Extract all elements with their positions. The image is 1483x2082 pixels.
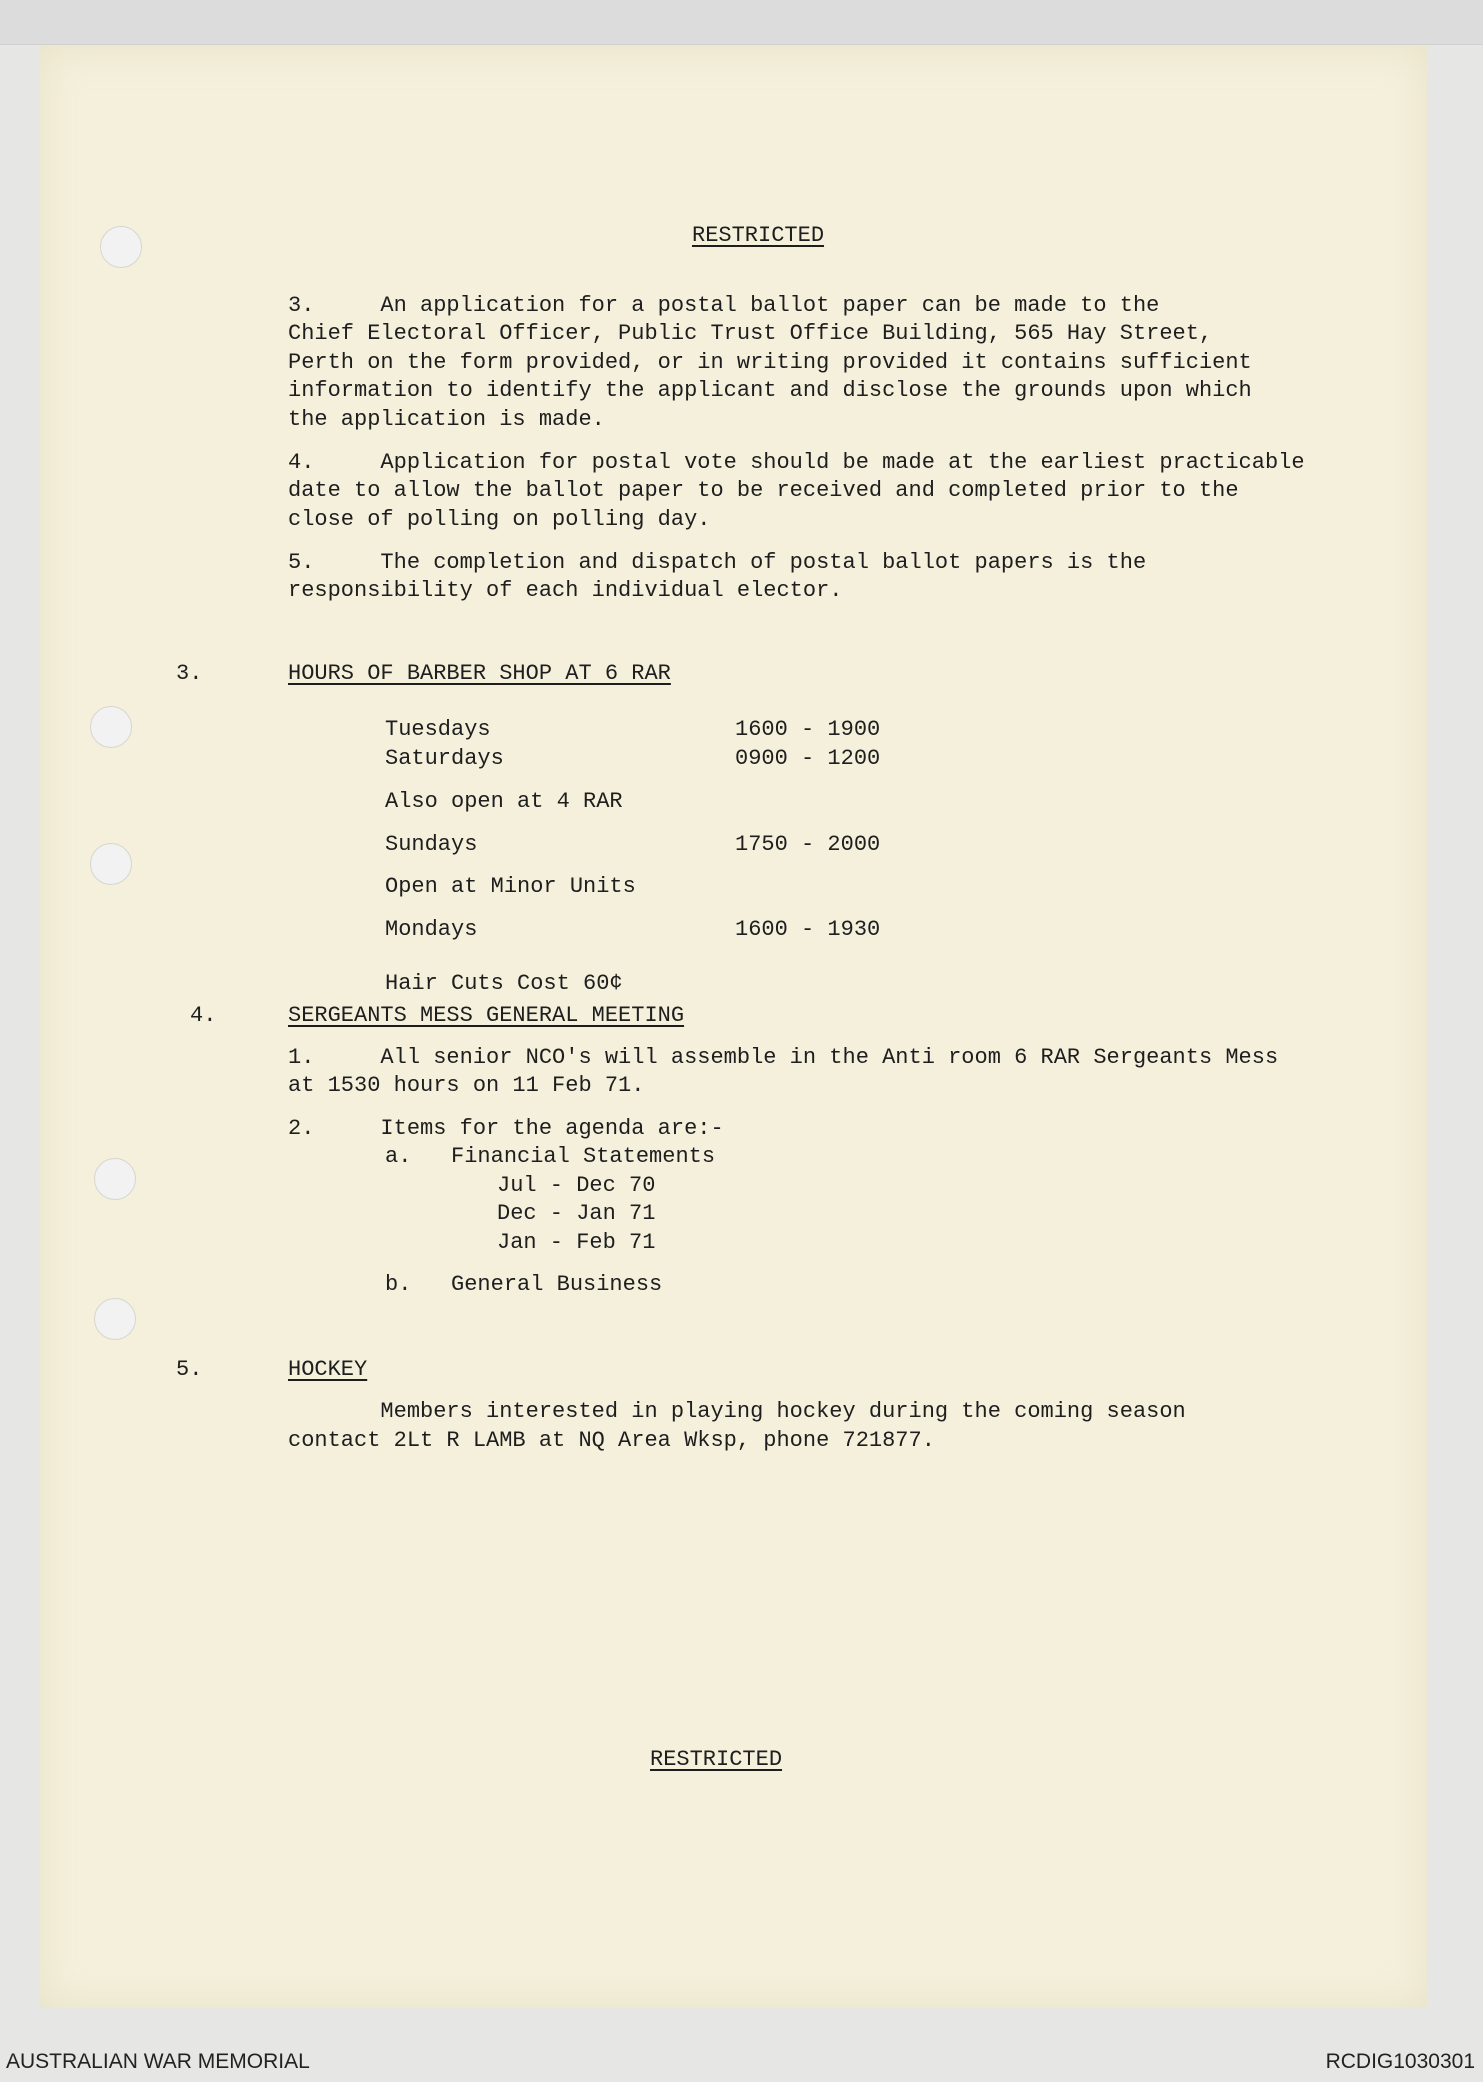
punch-hole xyxy=(100,226,142,268)
para-line: date to allow the ballot paper to be received and completed prior to the xyxy=(288,478,1239,503)
section-number: 4. xyxy=(190,1003,217,1028)
schedule-time: 1750 - 2000 xyxy=(735,832,881,857)
para-line: 5. The completion and dispatch of postal ballot papers is the xyxy=(288,550,1147,575)
agenda-period: Dec - Jan 71 xyxy=(497,1201,656,1226)
schedule-time: 1600 - 1900 xyxy=(735,717,881,742)
archive-reference: RCDIG1030301 xyxy=(1325,2050,1475,2073)
schedule-day: Also open at 4 RAR xyxy=(385,789,623,814)
schedule-day: Tuesdays xyxy=(385,717,491,742)
schedule-day: Mondays xyxy=(385,917,478,942)
para-line: 3. An application for a postal ballot paper can be made to the xyxy=(288,293,1160,318)
para-line: Members interested in playing hockey during the coming season xyxy=(288,1399,1186,1424)
agenda-period: Jul - Dec 70 xyxy=(497,1173,656,1198)
restricted-footer: RESTRICTED xyxy=(650,1747,783,1772)
punch-hole xyxy=(90,843,132,885)
para-line: 1. All senior NCO's will assemble in the Anti room 6 RAR Sergeants Mess xyxy=(288,1045,1279,1070)
section-heading: HOURS OF BARBER SHOP AT 6 RAR xyxy=(288,661,671,686)
agenda-intro: 2. Items for the agenda are:- xyxy=(288,1116,724,1141)
para-line: contact 2Lt R LAMB at NQ Area Wksp, phone 721877. xyxy=(288,1428,935,1453)
section-heading: HOCKEY xyxy=(288,1357,368,1382)
para-line: the application is made. xyxy=(288,407,605,432)
top-bar xyxy=(0,0,1483,45)
haircut-cost: Hair Cuts Cost 60¢ xyxy=(385,971,623,996)
agenda-period: Jan - Feb 71 xyxy=(497,1230,656,1255)
schedule-time: 0900 - 1200 xyxy=(735,746,881,771)
para-line: responsibility of each individual elector. xyxy=(288,578,843,603)
punch-hole xyxy=(90,706,132,748)
para-line: information to identify the applicant and disclose the grounds upon which xyxy=(288,378,1252,403)
para-line: Chief Electoral Officer, Public Trust Office Building, 565 Hay Street, xyxy=(288,321,1213,346)
punch-hole xyxy=(94,1298,136,1340)
restricted-header: RESTRICTED xyxy=(692,223,825,248)
para-line: Perth on the form provided, or in writing provided it contains sufficient xyxy=(288,350,1252,375)
schedule-time: 1600 - 1930 xyxy=(735,917,881,942)
schedule-day: Saturdays xyxy=(385,746,504,771)
agenda-item-b: b. General Business xyxy=(385,1272,663,1297)
para-line: 4. Application for postal vote should be made at the earliest practicable xyxy=(288,450,1305,475)
section-number: 3. xyxy=(176,661,203,686)
para-line: close of polling on polling day. xyxy=(288,507,711,532)
schedule-day: Sundays xyxy=(385,832,478,857)
schedule-day: Open at Minor Units xyxy=(385,874,636,899)
agenda-item-a: a. Financial Statements xyxy=(385,1144,716,1169)
para-line: at 1530 hours on 11 Feb 71. xyxy=(288,1073,645,1098)
section-heading: SERGEANTS MESS GENERAL MEETING xyxy=(288,1003,685,1028)
punch-hole xyxy=(94,1158,136,1200)
archive-credit: AUSTRALIAN WAR MEMORIAL xyxy=(6,2050,310,2073)
section-number: 5. xyxy=(176,1357,203,1382)
